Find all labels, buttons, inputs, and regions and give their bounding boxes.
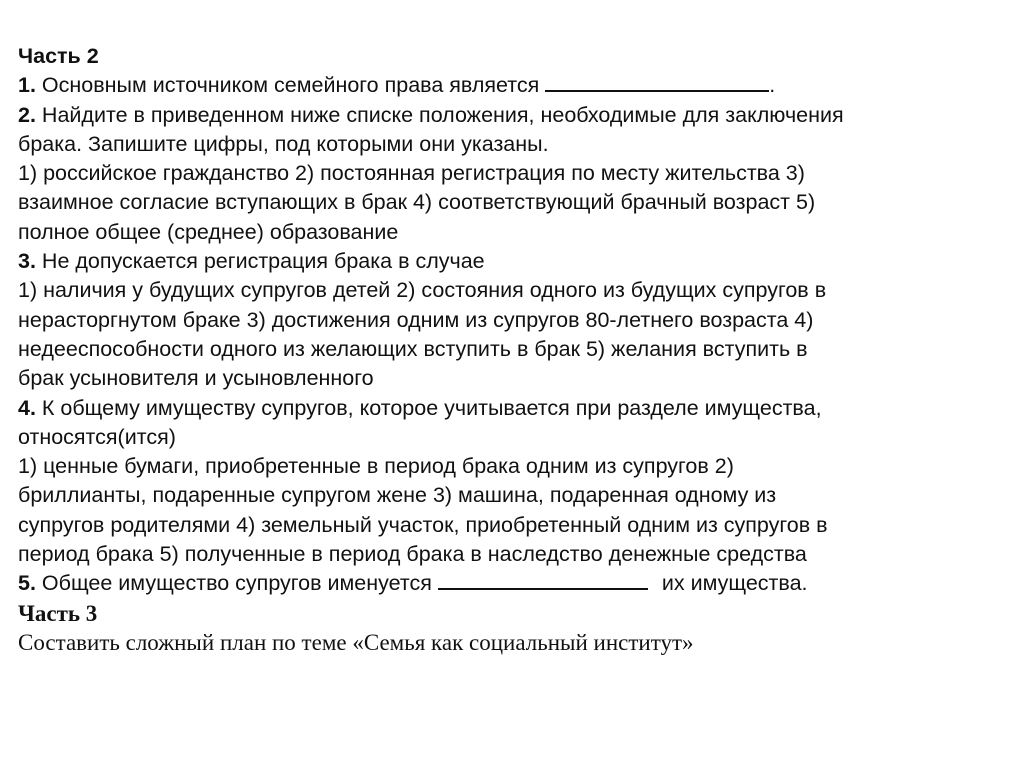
question-1-tail: .: [769, 73, 776, 98]
question-1-number: 1.: [18, 73, 36, 98]
question-4-options-line: бриллианты, подаренные супругом жене 3) машина, подаренная одному из: [18, 483, 777, 508]
part-3-task: Составить сложный план по теме «Семья как социальный институт»: [18, 629, 694, 655]
part-3-section: [18, 599, 1008, 657]
question-3-options-line: брак усыновителя и усыновленного: [18, 366, 374, 391]
question-4-options-line: супругов родителями 4) земельный участок, приобретенный одним из супругов в: [18, 512, 828, 537]
question-2-line: брака. Запишите цифры, под которыми они указаны.: [18, 131, 549, 156]
question-3-options-line: 1) наличия у будущих супругов детей 2) состояния одного из будущих супругов в: [18, 278, 827, 303]
question-1: [18, 71, 1008, 100]
question-4-line: относятся(ится): [18, 424, 176, 449]
part-2-section: [18, 42, 1008, 599]
part-3-heading: Часть 3: [18, 600, 98, 626]
question-4: [18, 394, 1008, 423]
answer-blank-5: [438, 569, 648, 590]
slide-content: [18, 42, 1008, 657]
question-4-number: 4.: [18, 395, 36, 420]
question-4-options-line: 1) ценные бумаги, приобретенные в период брака одним из супругов 2): [18, 454, 734, 479]
question-1-text: Основным источником семейного права является: [35, 73, 540, 98]
question-2-text: Найдите в приведенном ниже списке положения, необходимые для заключения: [35, 102, 844, 127]
question-5-text: Общее имущество супругов именуется: [35, 571, 432, 596]
part-2-heading: Часть 2: [18, 44, 99, 68]
question-2-number: 2.: [18, 102, 36, 127]
question-4-options-line: период брака 5) полученные в период брака в наследство денежные средства: [18, 542, 807, 567]
question-5: [18, 569, 1008, 598]
question-3-number: 3.: [18, 249, 36, 274]
question-3-options-line: нерасторгнутом браке 3) достижения одним из супругов 80-летнего возраста 4): [18, 307, 814, 332]
question-2: [18, 101, 1008, 130]
answer-blank-1: [545, 71, 769, 92]
question-5-number: 5.: [18, 571, 36, 596]
question-5-tail: их имущества.: [661, 571, 808, 596]
question-4-text: К общему имуществу супругов, которое учитывается при разделе имущества,: [35, 395, 822, 420]
question-3-text: Не допускается регистрация брака в случае: [35, 249, 485, 274]
question-2-options-line: взаимное согласие вступающих в брак 4) соответствующий брачный возраст 5): [18, 190, 816, 215]
question-3: [18, 247, 1008, 276]
question-2-options-line: 1) российское гражданство 2) постоянная регистрация по месту жительства 3): [18, 161, 805, 186]
question-3-options-line: недееспособности одного из желающих вступить в брак 5) желания вступить в: [18, 336, 808, 361]
question-2-options-line: полное общее (среднее) образование: [18, 219, 399, 244]
